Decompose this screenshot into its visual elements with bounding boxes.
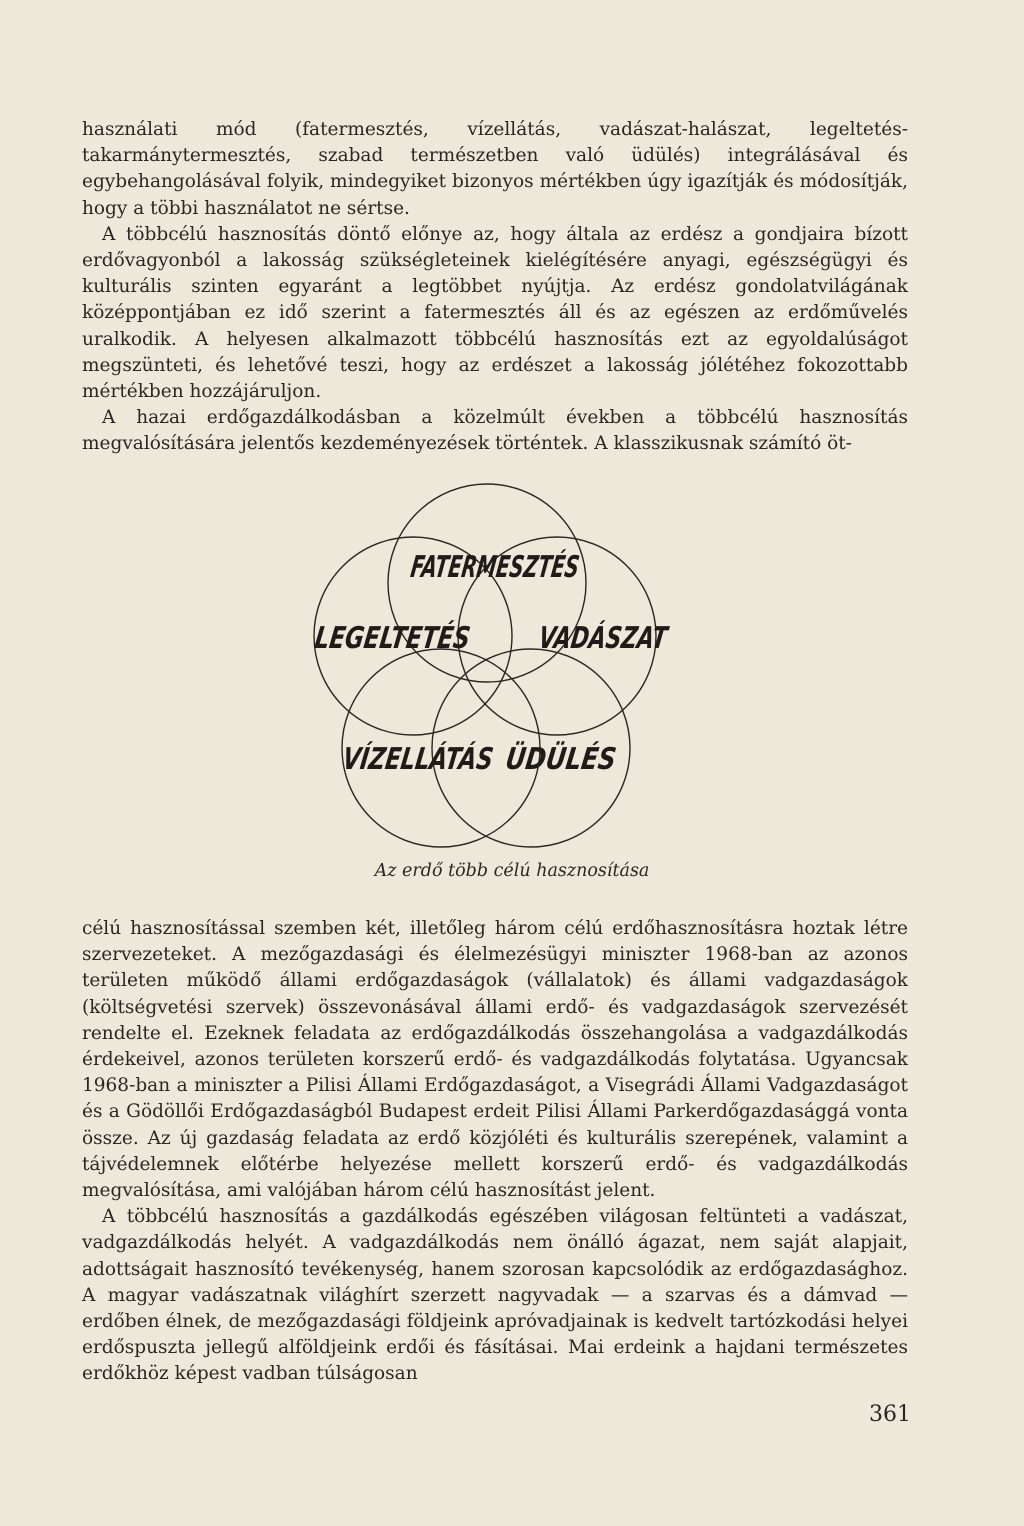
venn-diagram [295, 482, 718, 854]
label-fatermesztes: FATERMESZTÉS [408, 550, 671, 585]
paragraph: célú hasznosítással szemben két, illetőleg három célú erdőhasznosításra hoztak létre szervezeteket. A mezőgazdasági és élelmezésügyi miniszter 1968-ban az azonos területen működő állami erdőgazdaságok (vállalatok) és állami vadgazdaságok (költségvetési szervek) összevonásával állami erdő- és vadgazdaságok szervezését rendelte el. Ezeknek feladata az erdőgazdálkodás összehangolása a vadgazdálkodás érdekeivel, azonos területen korszerű erdő- és vadgazdálkodás folytatása. Ugyancsak 1968-ban a miniszter a Pilisi Állami Erdőgazdaságot, a Visegrádi Állami Vadgazdaságot és a Gödöllői Erdőgazdaságból Budapest erdeit Pilisi Állami Parkerdőgazdasággá vonta össze. Az új gazdaság feladata az erdő közjóléti és kulturális szerepének, valamint a tájvédelemnek előtérbe helyezése mellett korszerű erdő- és vadgazdálkodás megvalósítása, ami valójában három célú hasznosítást jelent. [82, 918, 908, 1202]
body-text-bottom [82, 916, 908, 1388]
figure-caption: Az erdő több célú hasznosítása [374, 861, 650, 881]
paragraph: A többcélú hasznosítás döntő előnye az, hogy általa az erdész a gondjaira bízott erdővagyonból a lakosság szükségleteinek kielégítésére anyagi, egészségügyi és kulturális szinten egyaránt a legtöbbet nyújtja. Az erdész gondolatvilágának középpontjában ez idő szerint a fatermesztés áll és az egészen az erdőművelés uralkodik. A helyesen alkalmazott többcélú hasznosítás ezt az egyoldalúságot megszünteti, és lehetővé teszi, hogy az erdészet a lakosság jólétéhez fokozottabb mértékben hozzájáruljon. [82, 223, 908, 403]
page-number: 361 [869, 1402, 911, 1427]
label-udules: ÜDÜLÉS [503, 742, 644, 777]
label-legeltetes: LEGELTETÉS [312, 621, 520, 656]
body-text-top [82, 117, 908, 458]
paragraph: használati mód (fatermesztés, vízellátás, vadászat-halászat, legeltetés-takarmánytermesztés, szabad természetben való üdülés) integrálásával és egybehangolásával folyik, mindegyiket bizonyos mértékben úgy igazítják és módosítják, hogy a többi használatot ne sértse. [82, 119, 908, 219]
paragraph: A többcélú hasznosítás a gazdálkodás egészében világosan feltünteti a vadászat, vadgazdálkodás helyét. A vadgazdálkodás nem önálló ágazat, nem saját alapjait, adottságait hasznosító tevékenység, hanem szorosan kapcsolódik az erdőgazdasághoz. A magyar vadászatnak világhírt szerzett nagyvadak — a szarvas és a dámvad — erdőben élnek, de mezőgazdasági földjeink apróvadjainak is kedvelt tartózkodási helyei erdőspuszta jellegű alföldjeink erdői és fásításai. Mai erdeink a hajdani természetes erdőkhöz képest vadban túlságosan [82, 1206, 908, 1385]
label-vadaszat: VADÁSZAT [536, 621, 718, 656]
paragraph: A hazai erdőgazdálkodásban a közelmúlt években a többcélú hasznosítás megvalósítására jelentős kezdeményezések történtek. A klasszikusnak számító öt- [82, 407, 908, 455]
label-vizellatas: VÍZELLÁTÁS [340, 742, 544, 777]
